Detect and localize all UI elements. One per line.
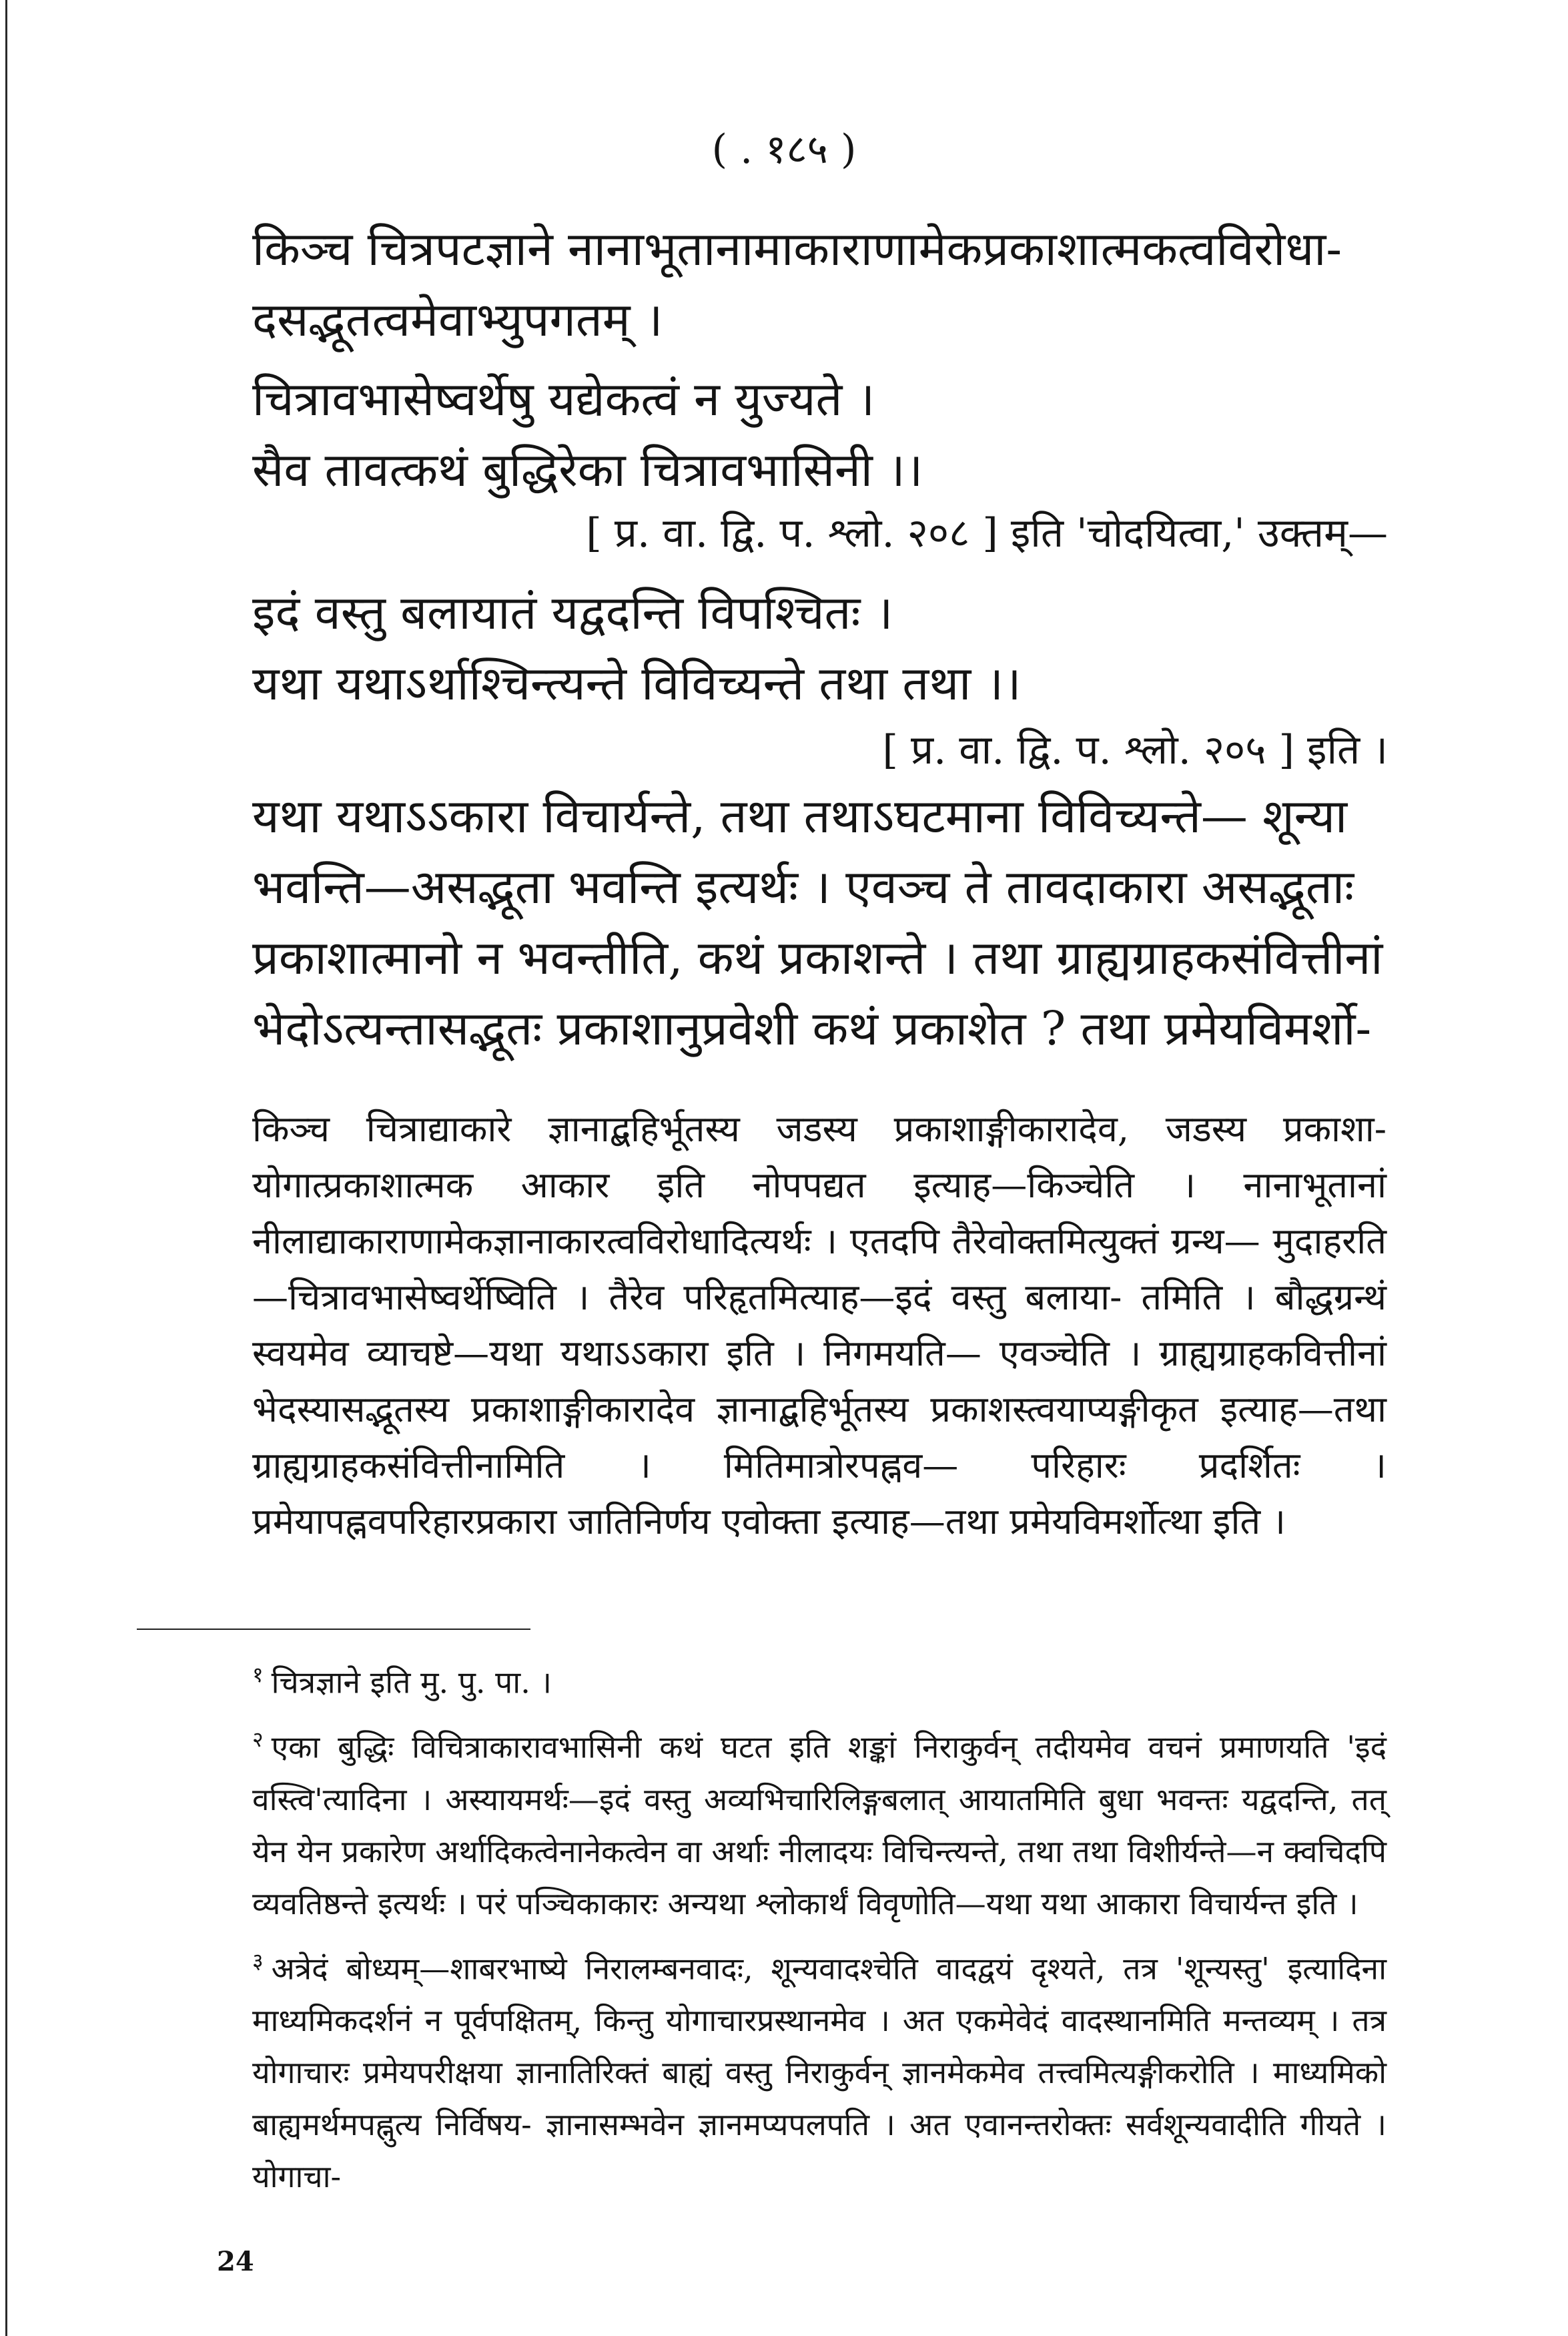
footnote-3-text: अत्रेदं बोध्यम्—शाबरभाष्ये निरालम्बनवादः, शून्यवादश्चेति वादद्वयं दृश्यते, तत्र 'शून्यस्तु' इत्यादिना माध्यमिकदर्शनं न पूर्वपक्षितम्, किन्तु योगाचारप्रस्थानमेव । अत एकमेवेदं वादस्थानमिति मन्तव्यम् । तत्र योगाचारः प्रमेयपरीक्षया ज्ञानातिरिक्तं बाह्यं वस्तु निराकुर्वन् ज्ञानमेकमेव तत्त्वमित्यङ्गीकरोति । माध्यमिको बाह्यमर्थमपह्नुत्य निर्विषय- ज्ञानासम्भवेन ज्ञानमप्यपलपति । अत एवानन्तरोक्तः सर्वशून्यवादीति गीयते । योगाचा-	[252, 1950, 1387, 2195]
main-paragraph-2	[252, 781, 1387, 1064]
reference-2: [ प्र. वा. द्वि. प. श्लो. २०५ ] इति ।	[882, 727, 1388, 774]
verse-2	[252, 577, 1387, 719]
commentary	[252, 1101, 1387, 1550]
footnote-2	[252, 1713, 1387, 1929]
footnotes	[252, 1649, 1387, 2203]
verse-2-line-1: इदं वस्तु बलायातं यद्वदन्ति विपश्चितः ।	[252, 585, 893, 640]
verse-2-line-2: यथा यथाऽर्थाश्चिन्त्यन्ते विविच्यन्ते तथा तथा ।।	[252, 656, 1022, 711]
main-text-para2: यथा यथाऽऽकारा विचार्यन्ते, तथा तथाऽघटमाना विविच्यन्ते— शून्या भवन्ति—असद्भूता भवन्ति इत्यर्थः । एवञ्च ते तावदाकारा असद्भूताः प्रकाशात्मानो न भवन्तीति, कथं प्रकाशन्ते । तथा ग्राह्यग्राहकसंवित्तीनां भेदोऽत्यन्तासद्भूतः प्रकाशानुप्रवेशी कथं प्रकाशेत ? तथा प्रमेयविमर्शो-	[252, 789, 1383, 1056]
footnote-1	[252, 1649, 1387, 1708]
main-paragraph-1	[252, 214, 1387, 355]
page-number: ( . १८५ )	[711, 126, 857, 173]
footnote-3	[252, 1935, 1387, 2203]
footnote-2-text: एका बुद्धिः विचित्राकारावभासिनी कथं घटत इति शङ्कां निराकुर्वन् तदीयमेव वचनं प्रमाणयति 'इदं वस्त्वि'त्यादिना । अस्यायमर्थः—इदं वस्तु अव्यभिचारिलिङ्गबलात् आयातमिति बुधा भवन्तः यद्वदन्ति, तत् येन येन प्रकारेण अर्थादिकत्वेनानेकत्वेन वा अर्थाः नीलादयः विचिन्त्यन्ते, तथा तथा विशीर्यन्ते—न क्वचिदपि व्यवतिष्ठन्ते इत्यर्थः । परं पञ्चिकाकारः अन्यथा श्लोकार्थं विवृणोति—यथा यथा आकारा विचार्यन्त इति ।	[252, 1729, 1387, 1922]
footnote-1-mark: १	[252, 1662, 264, 1687]
verse-1-line-1: चित्रावभासेष्वर्थेषु यद्येकत्वं न युज्यते ।	[252, 372, 875, 426]
main-text-para1: किञ्च चित्रपटज्ञाने नानाभूतानामाकाराणामेकप्रकाशात्मकत्वविरोधा- दसद्भूतत्वमेवाभ्युपगतम् ।	[252, 222, 1342, 347]
commentary-text: किञ्च चित्राद्याकारे ज्ञानाद्बहिर्भूतस्य जडस्य प्रकाशाङ्गीकारादेव, जडस्य प्रकाशा- योगात्प्रकाशात्मक आकार इति नोपपद्यत इत्याह—किञ्चेति । नानाभूतानां नीलाद्याकाराणामेकज्ञानाकारत्वविरोधादित्यर्थः । एतदपि तैरेवोक्तमित्युक्तं ग्रन्थ— मुदाहरति—चित्रावभासेष्वर्थेष्विति । तैरेव परिहृतमित्याह—इदं वस्तु बलाया- तमिति । बौद्धग्रन्थं स्वयमेव व्याचष्टे—यथा यथाऽऽकारा इति । निगमयति— एवञ्चेति । ग्राह्यग्राहकवित्तीनां भेदस्यासद्भूतस्य प्रकाशाङ्गीकारादेव ज्ञानाद्बहिर्भूतस्य प्रकाशस्त्वयाप्यङ्गीकृत इत्याह—तथा ग्राह्यग्राहकसंवित्तीनामिति । मितिमात्रोरपह्नव— परिहारः प्रदर्शितः । प्रमेयापह्नवपरिहारप्रकारा जातिनिर्णय एवोक्ता इत्याह—तथा प्रमेयविमर्शोत्था इति ।	[252, 1108, 1387, 1542]
verse-1	[252, 364, 1387, 505]
footnote-rule	[137, 1629, 530, 1630]
verse-1-line-2: सैव तावत्कथं बुद्धिरेका चित्रावभासिनी ।।	[252, 443, 923, 497]
footnote-1-text: चित्रज्ञाने इति मु. पु. पा. ।	[271, 1664, 552, 1701]
footnote-2-mark: २	[252, 1727, 264, 1753]
footnote-3-mark: ३	[252, 1948, 264, 1974]
reference-1: [ प्र. वा. द्वि. प. श्लो. २०८ ] इति 'चोदयित्वा,' उक्तम्—	[586, 510, 1388, 557]
signature-mark: 24	[217, 2246, 254, 2277]
